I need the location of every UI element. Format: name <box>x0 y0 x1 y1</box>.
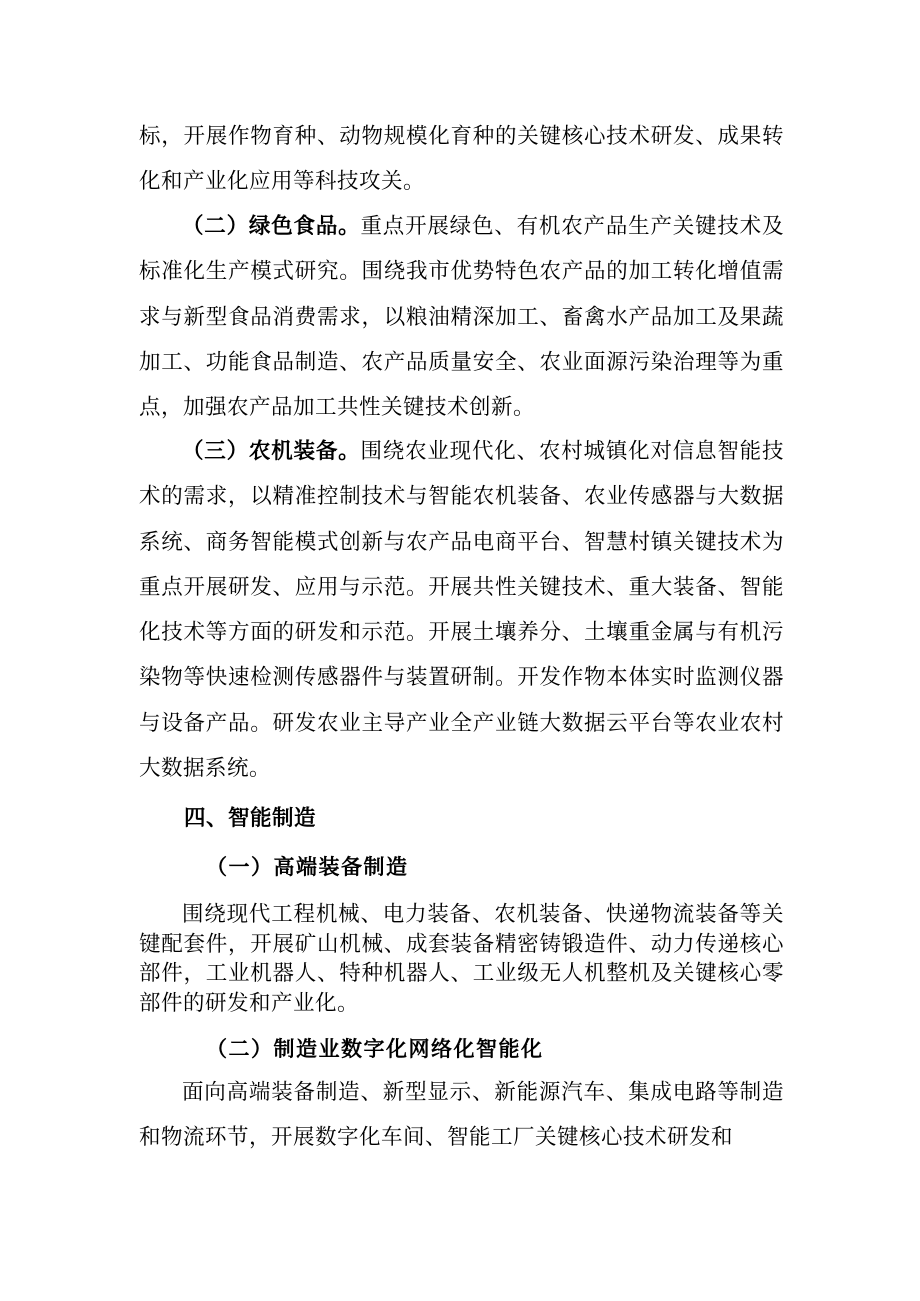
paragraph-high-end-equipment: 围绕现代工程机械、电力装备、农机装备、快递物流装备等关键配套件，开展矿山机械、成套装备精密铸锻造件、动力传递核心部件，工业机器人、特种机器人、工业级无人机整机及关键核心零部件的研发和产业化。 <box>139 902 784 1016</box>
subheading-digital-manufacturing: （二）制造业数字化网络化智能化 <box>206 1036 544 1061</box>
paragraph-breeding-tail: 标，开展作物育种、动物规模化育种的关键核心技术研发、成果转化和产业化应用等科技攻关。 <box>139 124 784 195</box>
green-food-label: （二）绿色食品。 <box>182 214 361 239</box>
paragraph-digital-manufacturing: 面向高端装备制造、新型显示、新能源汽车、集成电路等制造和物流环节，开展数字化车间、智能工厂关键核心技术研发和 <box>139 1080 784 1151</box>
section-heading-intelligent-manufacturing: 四、智能制造 <box>184 806 317 831</box>
subheading-high-end-equipment: （一）高端装备制造 <box>206 854 409 879</box>
paragraph-agri-machinery <box>139 429 784 791</box>
agri-machinery-label: （三）农机装备。 <box>182 439 361 464</box>
green-food-body: 重点开展绿色、有机农产品生产关键技术及标准化生产模式研究。围绕我市优势特色农产品的加工转化增值需求与新型食品消费需求，以粮油精深加工、畜禽水产品加工及果蔬加工、功能食品制造、农产品质量安全、农业面源污染治理等为重点，加强农产品加工共性关键技术创新。 <box>139 214 784 421</box>
agri-machinery-body: 围绕农业现代化、农村城镇化对信息智能技术的需求，以精准控制技术与智能农机装备、农业传感器与大数据系统、商务智能模式创新与农产品电商平台、智慧村镇关键技术为重点开展研发、应用与示范。开展共性关键技术、重大装备、智能化技术等方面的研发和示范。开展土壤养分、土壤重金属与有机污染物等快速检测传感器件与装置研制。开发作物本体实时监测仪器与设备产品。研发农业主导产业全产业链大数据云平台等农业农村大数据系统。 <box>139 439 784 782</box>
paragraph-green-food <box>139 204 784 430</box>
